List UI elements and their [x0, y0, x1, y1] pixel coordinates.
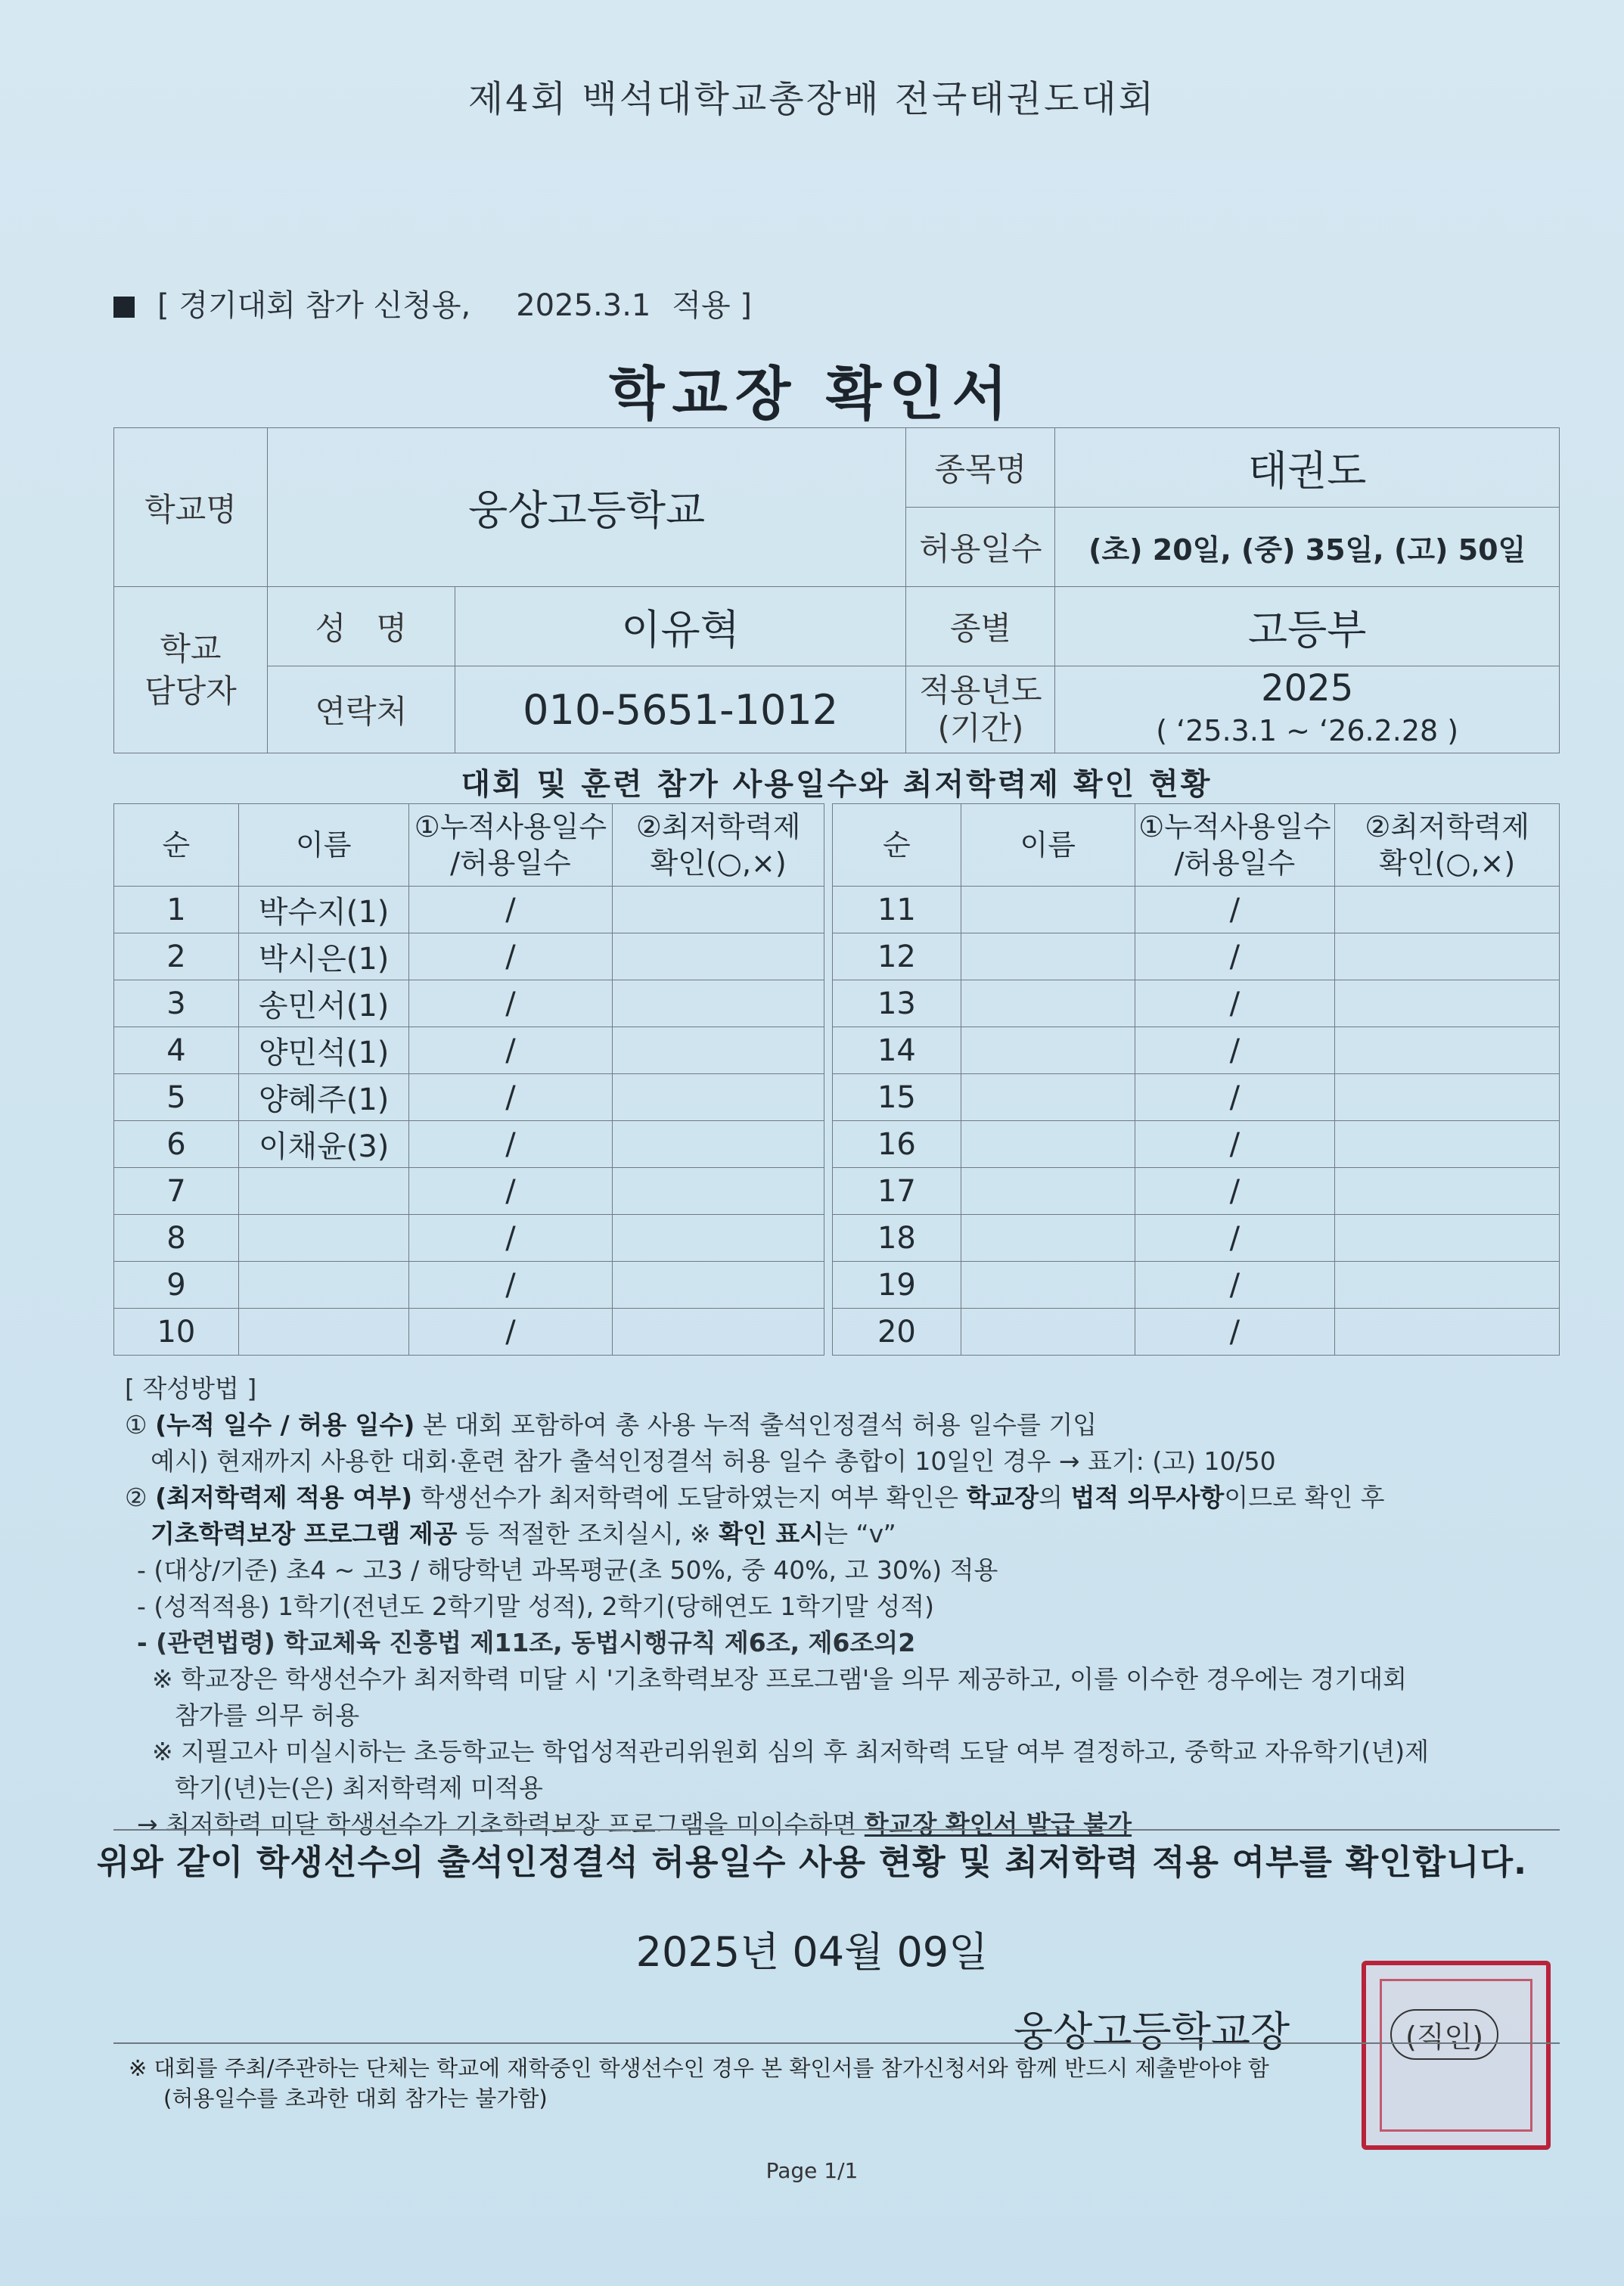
- instruction-2-line2-text2: 는 “v”: [824, 1519, 896, 1548]
- row-no: 2: [114, 933, 239, 980]
- row-check: [613, 1262, 824, 1309]
- divider-line: [113, 1829, 1560, 1831]
- table-row: [833, 1074, 1560, 1121]
- col-no-header: 순: [114, 804, 239, 887]
- row-name: [961, 1262, 1135, 1309]
- row-name: 양혜주(1): [238, 1074, 408, 1121]
- section-title: 대회 및 훈련 참가 사용일수와 최저학력제 확인 현황: [461, 767, 1213, 802]
- seal-label: (직인): [1390, 2009, 1498, 2060]
- row-check: [1335, 887, 1560, 933]
- col-check-line2: 확인(○,×): [1379, 846, 1516, 880]
- contact-label: 연락처: [267, 666, 455, 753]
- manager-label: 학교 담당자: [114, 587, 268, 753]
- row-name: 양민석(1): [238, 1027, 408, 1074]
- table-row: [833, 1262, 1560, 1309]
- contact-value: 010-5651-1012: [455, 666, 906, 753]
- row-name: 박수지(1): [238, 887, 408, 933]
- page-number: Page 1/1: [765, 2158, 859, 2183]
- instruction-2-line2-text: 등 적절한 조치실시, ※: [457, 1519, 719, 1548]
- row-check: [1335, 1074, 1560, 1121]
- event-title: 제4회 백석대학교총장배 전국태권도대회: [467, 78, 1157, 120]
- table-row: [114, 1074, 824, 1121]
- row-no: 12: [833, 933, 961, 980]
- square-bullet-icon: [113, 297, 135, 318]
- row-days: /: [408, 1309, 613, 1356]
- row-check: [1335, 1027, 1560, 1074]
- table-row: [114, 1027, 824, 1074]
- instruction-grades: - (성적적용) 1학기(전년도 2학기말 성적), 2학기(당해연도 1학기말 성적): [137, 1592, 935, 1621]
- table-header-right: [833, 804, 1560, 887]
- instruction-2-line2-bold: 기초학력보장 프로그램 제공: [151, 1519, 458, 1548]
- col-no-header: 순: [833, 804, 961, 887]
- row-check: [613, 933, 824, 980]
- table-row: [833, 1215, 1560, 1262]
- row-days: /: [1135, 887, 1335, 933]
- row-check: [1335, 1121, 1560, 1168]
- instruction-2-text-c: 이므로 확인 후: [1224, 1483, 1385, 1512]
- table-row: [114, 887, 824, 933]
- row-days: /: [1135, 1121, 1335, 1168]
- row-name: [238, 1262, 408, 1309]
- division-label: 종별: [906, 587, 1055, 666]
- row-days: /: [1135, 1074, 1335, 1121]
- instruction-note-3-underline: 학교장 확인서 발급 불가: [864, 1809, 1132, 1839]
- row-days: /: [408, 1215, 613, 1262]
- instruction-2-bold3: 법적 의무사항: [1070, 1483, 1225, 1512]
- row-no: 4: [114, 1027, 239, 1074]
- row-no: 5: [114, 1074, 239, 1121]
- confirmation-statement: 위와 같이 학생선수의 출석인정결석 허용일수 사용 현황 및 최저학력 적용 여부를 확인합니다.: [96, 1842, 1528, 1882]
- row-days: /: [1135, 1027, 1335, 1074]
- application-subtitle: [113, 281, 752, 325]
- row-name: 송민서(1): [238, 980, 408, 1027]
- row-check: [613, 980, 824, 1027]
- row-no: 17: [833, 1168, 961, 1215]
- table-row: [114, 1309, 824, 1356]
- row-check: [613, 1168, 824, 1215]
- instruction-note-3-text: → 최저학력 미달 학생선수가 기초학력보장 프로그램을 미이수하면: [137, 1809, 865, 1839]
- subtitle-suffix: 적용 ]: [672, 288, 752, 323]
- table-row: [833, 1027, 1560, 1074]
- instruction-1: [125, 1407, 1562, 1443]
- row-days: /: [1135, 1309, 1335, 1356]
- instructions-heading: [ 작성방법 ]: [125, 1374, 257, 1403]
- row-days: /: [408, 933, 613, 980]
- row-no: 15: [833, 1074, 961, 1121]
- row-name: [238, 1309, 408, 1356]
- school-info-table: [113, 427, 1560, 753]
- instruction-1-text: 본 대회 포함하여 총 사용 누적 출석인정결석 허용 일수를 기입: [415, 1410, 1098, 1440]
- allowed-days-label: 허용일수: [906, 508, 1055, 587]
- allowed-days-value: (초) 20일, (중) 35일, (고) 50일: [1055, 508, 1560, 587]
- instruction-2-text-b: 의: [1039, 1483, 1071, 1512]
- row-check: [613, 1121, 824, 1168]
- school-name-value: 웅상고등학교: [267, 428, 906, 587]
- row-name: [961, 980, 1135, 1027]
- row-no: 9: [114, 1262, 239, 1309]
- table-row: [833, 1309, 1560, 1356]
- col-name-header: 이름: [961, 804, 1135, 887]
- row-days: /: [408, 1121, 613, 1168]
- table-header-left: [114, 804, 824, 887]
- instruction-target: - (대상/기준) 초4 ~ 고3 / 해당학년 과목평균(초 50%, 중 40%, 고 30%) 적용: [137, 1555, 998, 1585]
- col-days-line2: /허용일수: [1174, 846, 1296, 880]
- sport-label: 종목명: [906, 428, 1055, 508]
- instruction-1-bold: (누적 일수 / 허용 일수): [155, 1410, 415, 1440]
- row-days: /: [1135, 1262, 1335, 1309]
- instruction-law: - (관련법령) 학교체육 진흥법 제11조, 동법시행규칙 제6조, 제6조의2: [137, 1628, 916, 1657]
- table-row: [833, 1168, 1560, 1215]
- footnote: [129, 2053, 1551, 2114]
- principal-name: 웅상고등학교장: [1014, 2008, 1290, 2055]
- instruction-2-text-a: 학생선수가 최저학력에 도달하였는지 여부 확인은: [412, 1483, 967, 1512]
- col-name-header: 이름: [238, 804, 408, 887]
- row-check: [1335, 1262, 1560, 1309]
- footnote-line2: (허용일수를 초과한 대회 참가는 불가함): [163, 2086, 548, 2111]
- instruction-note-2-line2: 학기(년)는(은) 최저학력제 미적용: [175, 1773, 543, 1803]
- table-row: [833, 933, 1560, 980]
- student-table-right: [832, 803, 1560, 1356]
- manager-name-value: 이유혁: [455, 587, 906, 666]
- row-days: /: [1135, 933, 1335, 980]
- sport-value: 태권도: [1055, 428, 1560, 508]
- col-days-header: [408, 804, 613, 887]
- footnote-divider: [113, 2042, 1560, 2044]
- table-row: [833, 887, 1560, 933]
- row-no: 8: [114, 1215, 239, 1262]
- applied-year: 2025: [1261, 667, 1354, 710]
- manager-name-label: 성 명: [267, 587, 455, 666]
- row-days: /: [408, 1027, 613, 1074]
- applied-year-label: [906, 666, 1055, 753]
- row-no: 14: [833, 1027, 961, 1074]
- col-days-line1: ①누적사용일수: [414, 810, 607, 843]
- subtitle-date: 2025.3.1: [516, 288, 651, 323]
- instruction-note-2: ※ 지필고사 미실시하는 초등학교는 학업성적관리위원회 심의 후 최저학력 도달 여부 결정하고, 중학교 자유학기(년)제: [152, 1737, 1430, 1766]
- table-row: [114, 933, 824, 980]
- instruction-2: [125, 1480, 1562, 1516]
- table-row: [833, 1121, 1560, 1168]
- row-name: [238, 1215, 408, 1262]
- row-check: [1335, 980, 1560, 1027]
- division-value: 고등부: [1055, 587, 1560, 666]
- row-name: [961, 1027, 1135, 1074]
- issue-date: 2025년 04월 09일: [635, 1928, 989, 1976]
- row-days: /: [1135, 980, 1335, 1027]
- row-no: 19: [833, 1262, 961, 1309]
- col-check-line2: 확인(○,×): [650, 846, 787, 880]
- row-check: [1335, 1215, 1560, 1262]
- col-days-header: [1135, 804, 1335, 887]
- row-no: 6: [114, 1121, 239, 1168]
- row-name: [961, 1121, 1135, 1168]
- footnote-line1: ※ 대회를 주최/주관하는 단체는 학교에 재학중인 학생선수인 경우 본 확인서를 참가신청서와 함께 반드시 제출받아야 함: [129, 2055, 1269, 2081]
- applied-period: ( ‘25.3.1 ~ ‘26.2.28 ): [1156, 714, 1459, 747]
- row-name: [961, 887, 1135, 933]
- row-days: /: [408, 1168, 613, 1215]
- row-no: 7: [114, 1168, 239, 1215]
- col-check-line1: ②최저학력제: [635, 810, 801, 843]
- instructions-block: [125, 1371, 1562, 1843]
- subtitle-prefix: [ 경기대회 참가 신청용,: [157, 288, 471, 323]
- row-check: [613, 887, 824, 933]
- applied-year-label-line2: (기간): [937, 710, 1024, 747]
- row-name: [238, 1168, 408, 1215]
- row-no: 16: [833, 1121, 961, 1168]
- student-table-left: [113, 803, 824, 1356]
- row-no: 18: [833, 1215, 961, 1262]
- row-days: /: [408, 887, 613, 933]
- table-row: [114, 1215, 824, 1262]
- row-name: 박시은(1): [238, 933, 408, 980]
- row-no: 3: [114, 980, 239, 1027]
- row-no: 11: [833, 887, 961, 933]
- table-row: [114, 1121, 824, 1168]
- row-check: [613, 1027, 824, 1074]
- row-check: [1335, 933, 1560, 980]
- applied-year-label-line1: 적용년도: [919, 672, 1042, 709]
- col-check-header: [613, 804, 824, 887]
- row-name: 이채윤(3): [238, 1121, 408, 1168]
- row-no: 10: [114, 1309, 239, 1356]
- row-name: [961, 1215, 1135, 1262]
- row-days: /: [408, 980, 613, 1027]
- row-name: [961, 1074, 1135, 1121]
- table-row: [114, 1168, 824, 1215]
- instruction-1-example: 예시) 현재까지 사용한 대회·훈련 참가 출석인정결석 허용 일수 총합이 10일인 경우 → 표기: (고) 10/50: [151, 1446, 1276, 1476]
- row-check: [1335, 1309, 1560, 1356]
- instruction-note-1-line2: 참가를 의무 허용: [175, 1701, 360, 1730]
- table-row: [833, 980, 1560, 1027]
- row-days: /: [408, 1074, 613, 1121]
- table-row: [114, 1262, 824, 1309]
- row-no: 1: [114, 887, 239, 933]
- col-days-line1: ①누적사용일수: [1138, 810, 1331, 843]
- instruction-2-line2: [125, 1516, 1562, 1552]
- applied-year-value: [1055, 666, 1560, 753]
- instruction-2-num: ②: [125, 1483, 147, 1512]
- row-name: [961, 933, 1135, 980]
- col-check-line1: ②최저학력제: [1365, 810, 1529, 843]
- instruction-2-bold: (최저학력제 적용 여부): [155, 1483, 413, 1512]
- instruction-2-line2-bold2: 확인 표시: [719, 1519, 824, 1548]
- row-check: [1335, 1168, 1560, 1215]
- row-days: /: [1135, 1168, 1335, 1215]
- instruction-2-bold2: 학교장: [966, 1483, 1039, 1512]
- row-check: [613, 1074, 824, 1121]
- instruction-1-num: ①: [125, 1410, 147, 1440]
- document-title: 학교장 확인서: [609, 360, 1015, 427]
- table-row: [114, 980, 824, 1027]
- row-no: 13: [833, 980, 961, 1027]
- instruction-note-1: ※ 학교장은 학생선수가 최저학력 미달 시 '기초학력보장 프로그램'을 의무 제공하고, 이를 이수한 경우에는 경기대회: [152, 1664, 1408, 1694]
- col-days-line2: /허용일수: [450, 846, 571, 880]
- row-name: [961, 1168, 1135, 1215]
- col-check-header: [1335, 804, 1560, 887]
- row-no: 20: [833, 1309, 961, 1356]
- row-check: [613, 1215, 824, 1262]
- school-name-label: 학교명: [114, 428, 268, 587]
- row-check: [613, 1309, 824, 1356]
- row-days: /: [408, 1262, 613, 1309]
- row-name: [961, 1309, 1135, 1356]
- row-days: /: [1135, 1215, 1335, 1262]
